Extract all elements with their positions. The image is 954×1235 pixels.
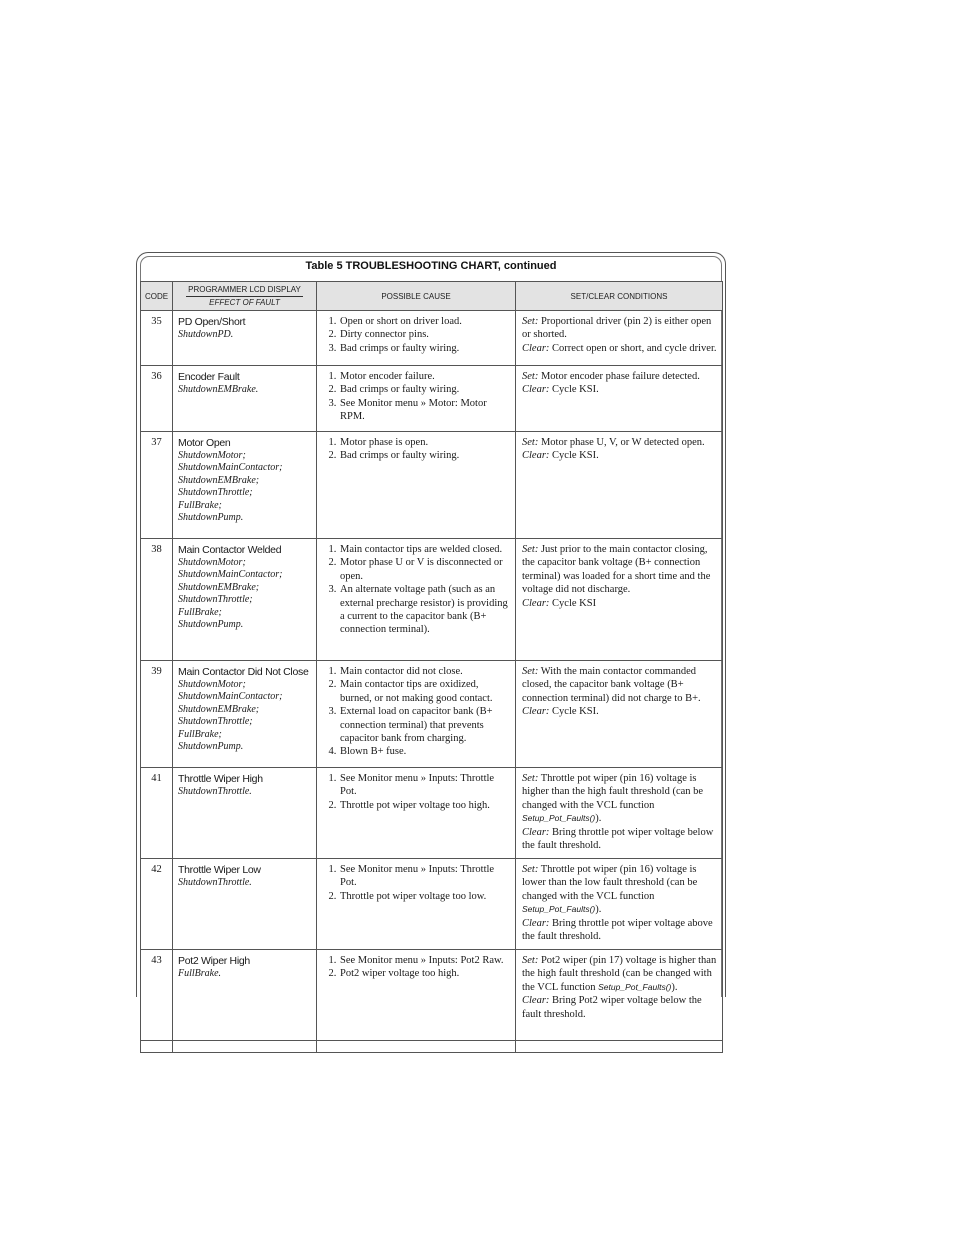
fault-code: 42 xyxy=(141,859,173,950)
fault-effect: FullBrake. xyxy=(178,968,222,979)
conditions-cell xyxy=(516,366,723,432)
table-header-row xyxy=(141,282,723,311)
cause-list xyxy=(322,436,511,463)
troubleshooting-table xyxy=(140,281,723,1053)
fault-effect: ShutdownThrottle. xyxy=(178,877,252,888)
display-name: Encoder Fault xyxy=(178,371,240,383)
display-name: PD Open/Short xyxy=(178,316,246,328)
fault-effect: ShutdownPump. xyxy=(178,741,244,753)
set-text: Motor phase U, V, or W detected open. xyxy=(540,437,705,448)
set-condition xyxy=(522,772,718,826)
empty-cell xyxy=(141,1041,173,1053)
fault-effect: ShutdownThrottle. xyxy=(178,786,252,797)
display-cell xyxy=(173,311,317,366)
set-text-end: ). xyxy=(595,904,602,916)
fault-effect: ShutdownMotor; xyxy=(178,557,246,568)
set-label: Set: xyxy=(522,544,539,555)
conditions-cell xyxy=(516,432,723,539)
set-text: Throttle pot wiper (pin 16) voltage is lower than the low fault threshold (can be changed with the VCL function xyxy=(522,864,698,902)
display-name: Main Contactor Did Not Close xyxy=(178,666,309,678)
display-cell xyxy=(173,950,317,1041)
fault-effect: ShutdownPump. xyxy=(178,619,244,631)
table-row xyxy=(141,539,723,661)
clear-text: Cycle KSI. xyxy=(552,450,599,462)
fault-effect: ShutdownPump. xyxy=(178,512,244,524)
set-label: Set: xyxy=(522,955,539,966)
clear-text: Cycle KSI. xyxy=(552,706,599,718)
set-text: Proportional driver (pin 2) is either open or shorted. xyxy=(522,316,712,341)
fault-code: 41 xyxy=(141,768,173,859)
cause-item: 1. Main contactor tips are welded closed. xyxy=(339,543,511,556)
vcl-function: Setup_Pot_Faults() xyxy=(522,904,596,915)
conditions-cell xyxy=(516,661,723,768)
cause-item: 3. External load on capacitor bank (B+ connection terminal) that prevents capacitor bank from charging. xyxy=(339,705,511,745)
cause-item: 3. An alternate voltage path (such as an external precharge resistor) is providing a current to the capacitor bank (B+ connection terminal). xyxy=(339,583,511,637)
set-text: Throttle pot wiper (pin 16) voltage is higher than the high fault threshold (can be changed with the VCL function xyxy=(522,773,704,811)
header-conditions: SET/CLEAR CONDITIONS xyxy=(516,282,723,311)
cause-cell xyxy=(317,311,516,366)
cause-cell xyxy=(317,950,516,1041)
display-name: Motor Open xyxy=(178,437,231,449)
fault-effect: FullBrake; xyxy=(178,499,222,511)
set-condition xyxy=(522,954,718,994)
header-display xyxy=(173,282,317,311)
set-condition xyxy=(522,543,718,597)
table-title: Table 5 TROUBLESHOOTING CHART, continued xyxy=(305,260,557,272)
cause-item: 2. Throttle pot wiper voltage too low. xyxy=(339,890,511,903)
display-name: Throttle Wiper Low xyxy=(178,864,261,876)
clear-label: Clear: xyxy=(522,995,550,1007)
conditions-cell xyxy=(516,950,723,1041)
table-row xyxy=(141,661,723,768)
cause-item: 2. Bad crimps or faulty wiring. xyxy=(339,383,511,396)
cause-cell xyxy=(317,859,516,950)
clear-label: Clear: xyxy=(522,826,550,838)
cause-cell xyxy=(317,661,516,768)
clear-text: Bring throttle pot wiper voltage above the fault threshold. xyxy=(522,917,713,943)
cause-item: 1. See Monitor menu » Inputs: Throttle Pot. xyxy=(339,772,511,799)
fault-effect: ShutdownEMBrake; xyxy=(178,581,260,593)
clear-condition xyxy=(522,917,718,944)
fault-effect: ShutdownEMBrake. xyxy=(178,384,259,395)
cause-item: 1. Open or short on driver load. xyxy=(339,315,511,328)
cause-item: 1. See Monitor menu » Inputs: Throttle Pot. xyxy=(339,863,511,890)
clear-text: Cycle KSI. xyxy=(552,384,599,396)
fault-code: 39 xyxy=(141,661,173,768)
clear-label: Clear: xyxy=(522,917,550,929)
display-cell xyxy=(173,859,317,950)
cause-list xyxy=(322,370,511,424)
fault-code: 38 xyxy=(141,539,173,661)
header-code: CODE xyxy=(141,282,173,311)
header-display-label: PROGRAMMER LCD DISPLAY xyxy=(186,284,303,297)
set-label: Set: xyxy=(522,437,539,448)
cause-item: 3. See Monitor menu » Motor: Motor RPM. xyxy=(339,397,511,424)
cause-item: 2. Pot2 wiper voltage too high. xyxy=(339,967,511,980)
clear-label: Clear: xyxy=(522,384,550,396)
clear-condition xyxy=(522,826,718,853)
cause-item: 2. Motor phase U or V is disconnected or open. xyxy=(339,556,511,583)
table-row xyxy=(141,950,723,1041)
clear-condition xyxy=(522,597,718,610)
fault-effect: ShutdownThrottle; xyxy=(178,594,253,606)
cause-list xyxy=(322,772,511,812)
fault-code: 43 xyxy=(141,950,173,1041)
cause-cell xyxy=(317,432,516,539)
display-cell xyxy=(173,768,317,859)
fault-effect: ShutdownPD. xyxy=(178,329,234,340)
set-label: Set: xyxy=(522,864,539,875)
set-label: Set: xyxy=(522,371,539,382)
empty-cell xyxy=(173,1041,317,1053)
set-text: With the main contactor commanded closed, the capacitor bank voltage (B+ connection terminal) did not charge to B+. xyxy=(522,666,701,704)
fault-effect: FullBrake; xyxy=(178,606,222,618)
clear-condition xyxy=(522,705,718,718)
set-condition xyxy=(522,436,718,449)
clear-condition xyxy=(522,449,718,462)
set-text-end: ). xyxy=(595,813,602,825)
cause-list xyxy=(322,954,511,981)
fault-effect: ShutdownEMBrake; xyxy=(178,474,260,486)
fault-effect: ShutdownMotor; xyxy=(178,450,246,461)
cause-list xyxy=(322,315,511,355)
fault-effect: ShutdownMainContactor; xyxy=(178,691,283,703)
fault-effect: ShutdownThrottle; xyxy=(178,487,253,499)
header-cause: POSSIBLE CAUSE xyxy=(317,282,516,311)
table-row xyxy=(141,432,723,539)
cause-item: 1. Motor phase is open. xyxy=(339,436,511,449)
set-condition xyxy=(522,370,718,383)
display-cell xyxy=(173,432,317,539)
set-text: Just prior to the main contactor closing, the capacitor bank voltage (B+ connection terminal) was loaded for a short time and the voltage did not discharge. xyxy=(522,544,711,596)
clear-label: Clear: xyxy=(522,450,550,462)
display-name: Throttle Wiper High xyxy=(178,773,263,785)
set-condition xyxy=(522,315,718,342)
set-condition xyxy=(522,665,718,705)
clear-label: Clear: xyxy=(522,706,550,718)
empty-cell xyxy=(317,1041,516,1053)
cause-cell xyxy=(317,366,516,432)
cause-list xyxy=(322,543,511,637)
cause-item: 2. Bad crimps or faulty wiring. xyxy=(339,449,511,462)
fault-effect: ShutdownMainContactor; xyxy=(178,569,283,581)
cause-item: 2. Throttle pot wiper voltage too high. xyxy=(339,799,511,812)
table-row xyxy=(141,366,723,432)
fault-code: 36 xyxy=(141,366,173,432)
display-cell xyxy=(173,661,317,768)
table-row xyxy=(141,859,723,950)
fault-effect: ShutdownEMBrake; xyxy=(178,703,260,715)
display-cell xyxy=(173,539,317,661)
display-cell xyxy=(173,366,317,432)
clear-label: Clear: xyxy=(522,342,550,354)
clear-condition xyxy=(522,994,718,1021)
display-name: Main Contactor Welded xyxy=(178,544,282,556)
vcl-function: Setup_Pot_Faults() xyxy=(598,981,672,992)
display-name: Pot2 Wiper High xyxy=(178,955,250,967)
fault-effect: FullBrake; xyxy=(178,728,222,740)
cause-item: 4. Blown B+ fuse. xyxy=(339,745,511,758)
cause-item: 2. Main contactor tips are oxidized, burned, or not making good contact. xyxy=(339,678,511,705)
set-text: Motor encoder phase failure detected. xyxy=(540,371,700,382)
cause-item: 1. Main contactor did not close. xyxy=(339,665,511,678)
clear-text: Correct open or short, and cycle driver. xyxy=(552,342,717,354)
fault-code: 37 xyxy=(141,432,173,539)
fault-effect: ShutdownMainContactor; xyxy=(178,462,283,474)
clear-condition xyxy=(522,342,718,355)
cause-item: 2. Dirty connector pins. xyxy=(339,328,511,341)
fault-code: 35 xyxy=(141,311,173,366)
cause-cell xyxy=(317,768,516,859)
cause-list xyxy=(322,665,511,759)
fault-effect: ShutdownMotor; xyxy=(178,679,246,690)
set-condition xyxy=(522,863,718,917)
vcl-function: Setup_Pot_Faults() xyxy=(522,813,596,824)
table-row xyxy=(141,768,723,859)
cause-list xyxy=(322,863,511,903)
empty-cell xyxy=(516,1041,723,1053)
cause-cell xyxy=(317,539,516,661)
set-text: Pot2 wiper (pin 17) voltage is higher than the high fault threshold (can be changed with the VCL function xyxy=(522,955,717,993)
conditions-cell xyxy=(516,311,723,366)
clear-label: Clear: xyxy=(522,597,550,609)
conditions-cell xyxy=(516,859,723,950)
table-row xyxy=(141,311,723,366)
fault-effect: ShutdownThrottle; xyxy=(178,716,253,728)
set-label: Set: xyxy=(522,666,539,677)
cause-item: 3. Bad crimps or faulty wiring. xyxy=(339,342,511,355)
clear-text: Cycle KSI xyxy=(552,597,597,609)
table-row-continued xyxy=(141,1041,723,1053)
cause-item: 1. See Monitor menu » Inputs: Pot2 Raw. xyxy=(339,954,511,967)
set-text-end: ). xyxy=(671,981,678,993)
cause-item: 1. Motor encoder failure. xyxy=(339,370,511,383)
clear-condition xyxy=(522,383,718,396)
set-label: Set: xyxy=(522,316,539,327)
set-label: Set: xyxy=(522,773,539,784)
conditions-cell xyxy=(516,768,723,859)
conditions-cell xyxy=(516,539,723,661)
header-effect-label: EFFECT OF FAULT xyxy=(209,297,280,307)
clear-text: Bring throttle pot wiper voltage below the fault threshold. xyxy=(522,826,714,852)
clear-text: Bring Pot2 wiper voltage below the fault threshold. xyxy=(522,995,702,1020)
